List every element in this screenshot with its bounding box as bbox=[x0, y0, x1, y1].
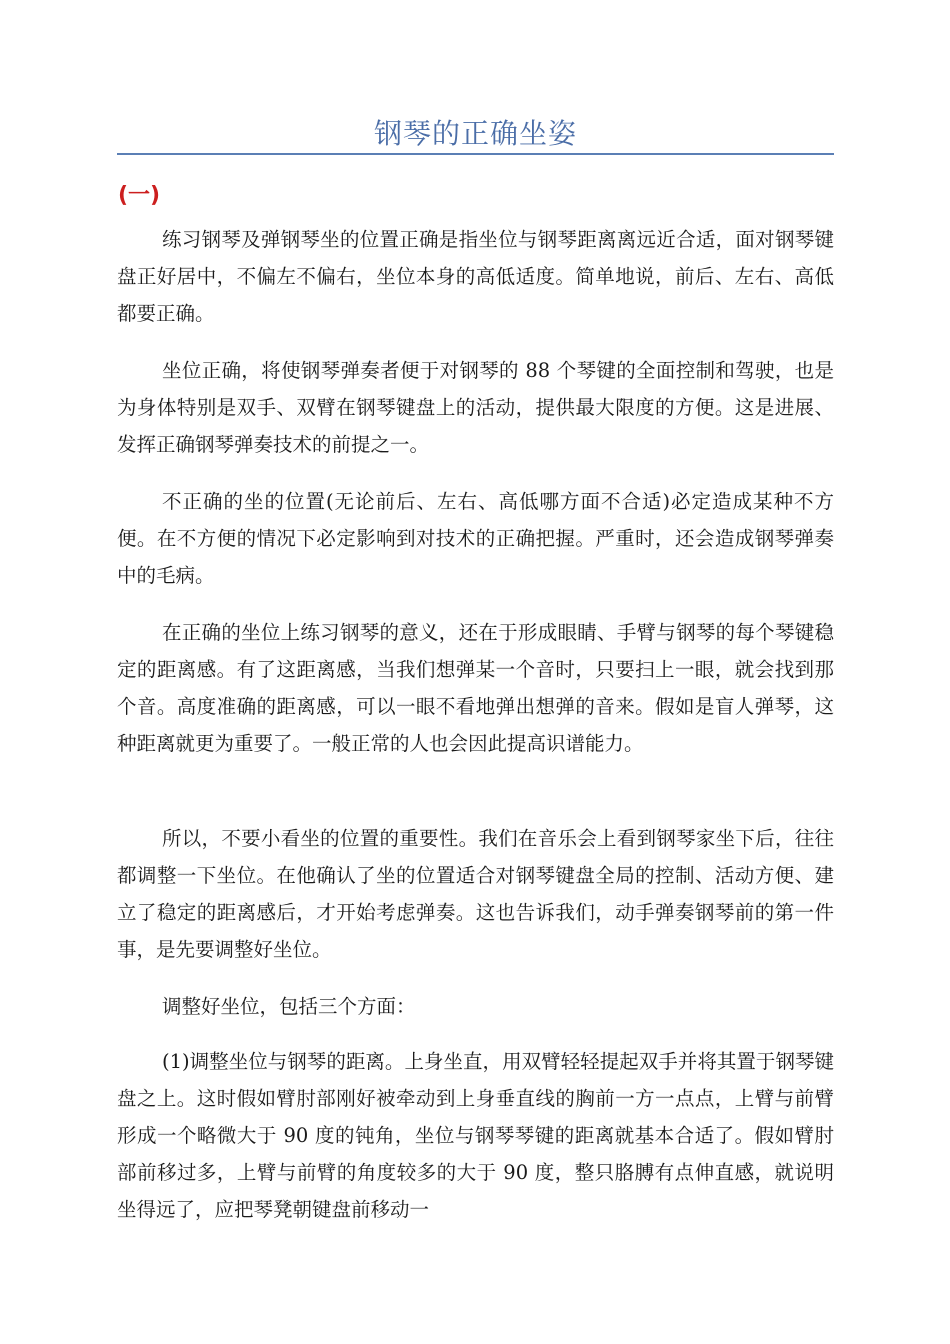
paragraph-7: (1)调整坐位与钢琴的距离。上身坐直，用双臂轻轻提起双手并将其置于钢琴键盘之上。这时假如臂肘部刚好被牵动到上身垂直线的胸前一方一点点，上臂与前臂形成一个略微大于 90 度的钝角，坐位与钢琴琴键的距离就基本合适了。假如臂肘部前移过多，上臂与前臂的角度较多的大于 90 度，整只胳膊有点伸直感，就说明坐得远了，应把琴凳朝键盘前移动一 bbox=[117, 1050, 834, 1221]
paragraph-1: 练习钢琴及弹钢琴坐的位置正确是指坐位与钢琴距离离远近合适，面对钢琴键盘正好居中，不偏左不偏右，坐位本身的高低适度。简单地说，前后、左右、高低都要正确。 bbox=[117, 228, 834, 325]
paragraph-6: 调整好坐位，包括三个方面： bbox=[162, 995, 416, 1018]
paragraph-5: 所以，不要小看坐的位置的重要性。我们在音乐会上看到钢琴家坐下后，往往都调整一下坐位。在他确认了坐的位置适合对钢琴键盘全局的控制、活动方便、建立了稳定的距离感后，才开始考虑弹奏。这也告诉我们，动手弹奏钢琴前的第一件事，是先要调整好坐位。 bbox=[117, 827, 834, 961]
paragraph-3: 不正确的坐的位置(无论前后、左右、高低哪方面不合适)必定造成某种不方便。在不方便的情况下必定影响到对技术的正确把握。严重时，还会造成钢琴弹奏中的毛病。 bbox=[117, 490, 834, 587]
section-label: (一) bbox=[118, 183, 161, 208]
page-title: 钢琴的正确坐姿 bbox=[373, 117, 577, 150]
title-underline bbox=[117, 153, 834, 155]
paragraph-4: 在正确的坐位上练习钢琴的意义，还在于形成眼睛、手臂与钢琴的每个琴键稳定的距离感。有了这距离感，当我们想弹某一个音时，只要扫上一眼，就会找到那个音。高度准确的距离感，可以一眼不看地弹出想弹的音来。假如是盲人弹琴，这种距离就更为重要了。一般正常的人也会因此提高识谱能力。 bbox=[117, 621, 834, 755]
paragraph-2: 坐位正确，将使钢琴弹奏者便于对钢琴的 88 个琴键的全面控制和驾驶，也是为身体特别是双手、双臂在钢琴键盘上的活动，提供最大限度的方便。这是进展、发挥正确钢琴弹奏技术的前提之一。 bbox=[117, 359, 834, 456]
